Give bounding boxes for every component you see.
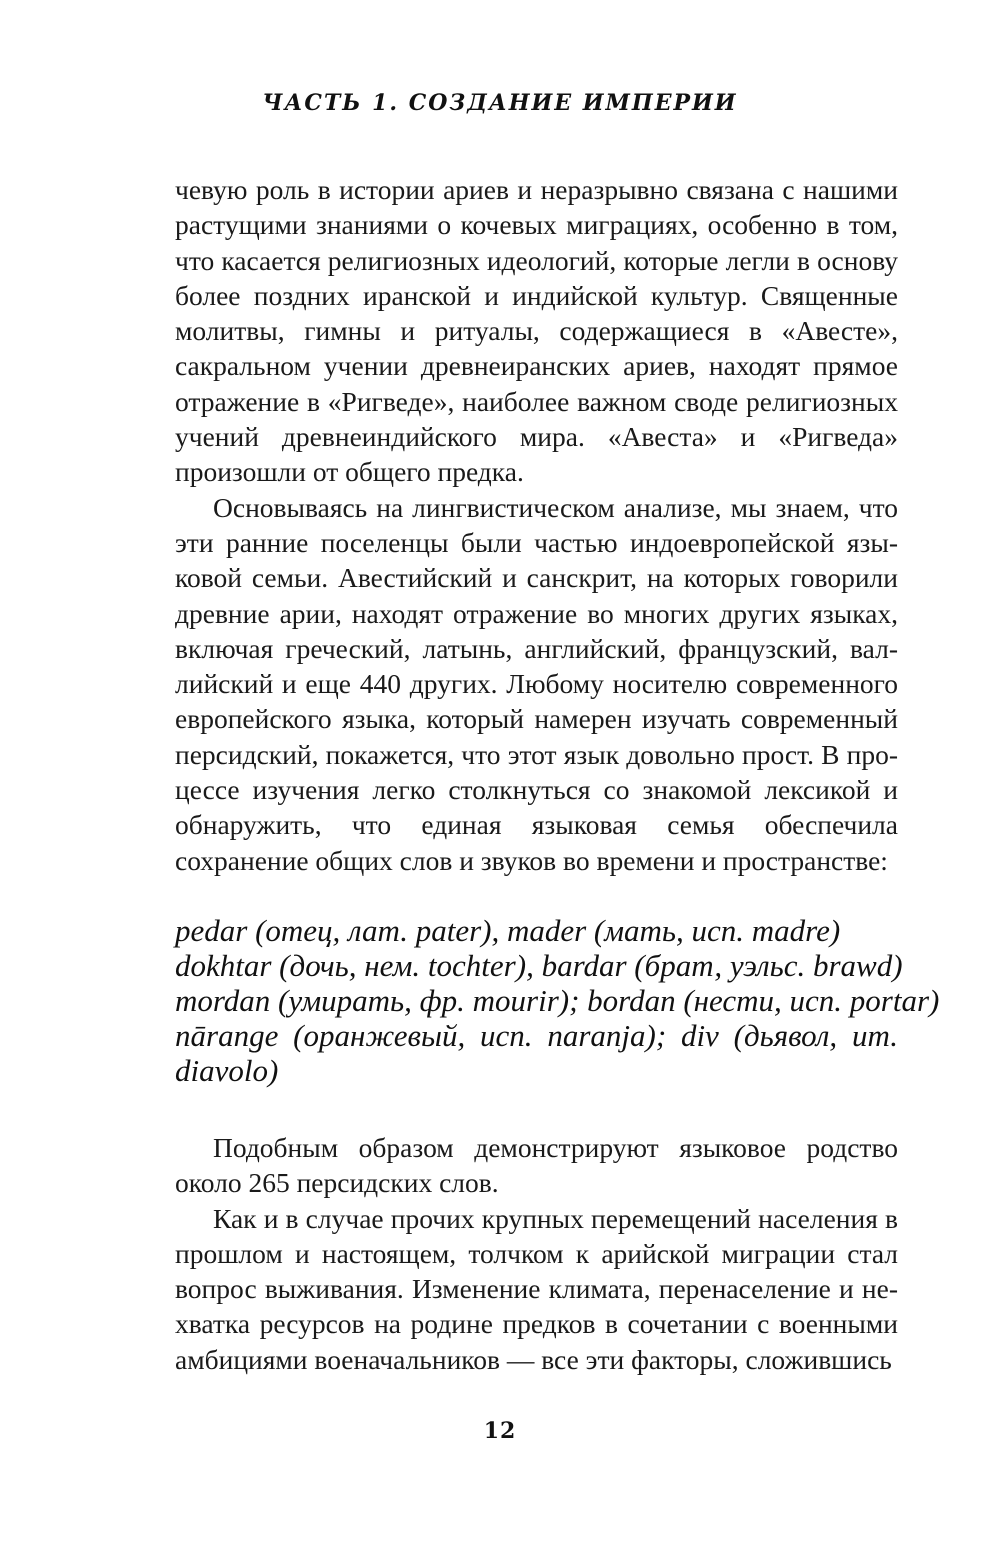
paragraph-3: Подобным образом демонстрируют языковое родство около 265 персидских слов. [175,1131,898,1199]
example-line: pedar (отец, лат. pater), mader (мать, исп. madre) [175,912,841,948]
paragraph-4: Как и в случае прочих крупных перемещений населения в прошлом и настоящем, толчком к арийской миграции стал вопрос выживания. Изменение климата, перенаселение и нехватка ресурсов на родине предков в сочетании с военными амбициями военачальников — все эти факторы, сложившись [175,1202,898,1375]
page-number: 12 [483,1418,517,1444]
body-text [175,172,940,1377]
example-line: mordan (умирать, фр. mourir); bordan (нести, исп. portar) [175,982,940,1018]
example-line: dokhtar (дочь, нем. tochter), bardar (брат, уэльс. brawd) [175,947,903,983]
paragraph-2: Основываясь на лингвистическом анализе, мы знаем, что эти ранние поселенцы были частью индоевропейской языковой семьи. Авестийский и санскрит, на которых говорили древние арии, находят отражение во многих других языках, включая греческий, латынь, английский, французский, валлийский и еще 440 других. Любому носителю современного европейского языка, который намерен изучать современный персидский, покажется, что этот язык довольно прост. В процессе изучения легко столкнуться со знакомой лексикой и обнаружить, что единая языковая семья обеспечила сохранение общих слов и звуков во времени и пространстве: [175,491,898,876]
word-examples [175,912,940,1088]
running-head: ЧАСТЬ 1. СОЗДАНИЕ ИМПЕРИИ [262,90,738,116]
paragraph-1: чевую роль в истории ариев и неразрывно связана с нашими растущими знаниями о кочевых миграциях, особенно в том, что касается религиозных идеологий, которые легли в основу более поздних иранской и индийской культур. Священные молитвы, гимны и ритуалы, содержащиеся в «Авесте», сакральном учении древнеиранских ариев, находят прямое отражение в «Ригведе», наиболее важном своде религиозных учений древнеиндийского мира. «Авеста» и «Ригведа» произошли от общего предка. [175,174,898,488]
example-line: nārange (оранжевый, исп. naranja); div (дьявол, ит. diavolo) [175,1017,898,1088]
